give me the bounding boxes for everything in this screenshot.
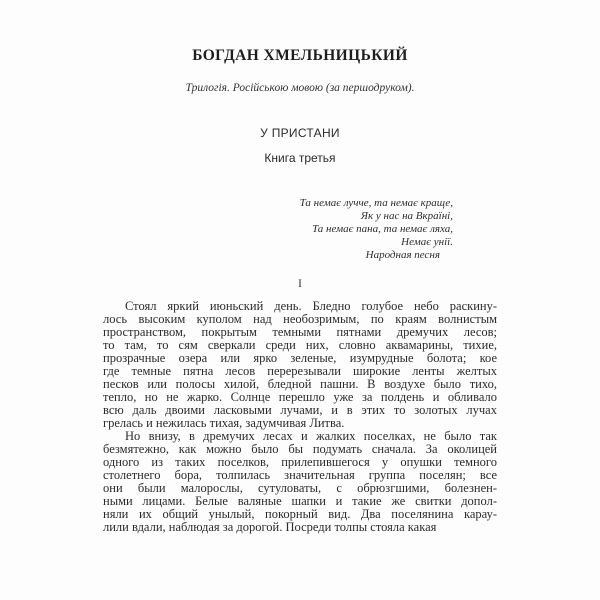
epigraph-line: Та немає лучче, та немає краще, [299,197,453,209]
body-line: ными лицами. Белые валяные шапки и такие же свитки допол- [103,494,497,508]
epigraph-line: Як у нас на Вкраїні, [360,209,453,222]
body-line: одного из таких поселков, прилепившегося у опушки темного [103,455,497,469]
book-subtitle: Трилогія. Російською мовою (за першодруком). [185,82,415,94]
body-text [103,300,497,534]
body-line: тепло, но не жарко. Солнце перешло уже за полдень и обливало [103,390,497,404]
body-line: няли их общий унылый, покорный вид. Два поселянина карау- [103,507,497,521]
body-line: песков или полосы хилой, бледной пашни. В воздухе было тихо, [103,377,497,391]
epigraph [300,197,453,262]
epigraph-line: Немає унії. [401,235,453,248]
epigraph-lines [300,197,453,249]
body-line: безмятежно, как можно было бы подумать сначала. За околицей [103,442,497,456]
epigraph-attribution: Народная песня [365,248,440,261]
body-line: то там, то сям сверкали среди них, словно аквамарины, тихие, [103,338,497,352]
book-title: БОГДАН ХМЕЛЬНИЦЬКИЙ [192,47,408,64]
body-line: пространством, покрытым темными пятнами дремучих лесов; [103,325,497,339]
body-line: лили вдали, наблюдая за дорогой. Посреди толпы стояла какая [103,520,437,534]
book-number: Книга третья [264,151,336,165]
body-line: где темные пятна лесов перерезывали широкие ленты желтых [103,364,497,378]
paragraph [103,300,497,430]
body-line: прозрачные озера или ярко зеленые, изумрудные болота; кое [103,351,497,365]
epigraph-line: Та немає пана, та немає ляха, [312,222,453,235]
part-title: У ПРИСТАНИ [260,126,340,140]
paragraph [103,430,497,534]
body-line: Стоял яркий июньский день. Бледно голубое небо раскину- [125,299,497,313]
body-line: всю даль двоими ласковыми лучами, и в этих то золотых лучах [103,403,497,417]
body-line: Но внизу, в дремучих лесах и жалких поселках, не было так [125,429,497,443]
body-line: они были малорослы, сутуловаты, с обрюзгшими, болезнен- [103,481,497,495]
body-line: грелась и нежилась тихая, задумчивая Литва. [103,416,345,430]
body-line: столетнего бора, толпилась значительная группа поселян; все [103,468,497,482]
body-line: лось высоким куполом над необозримым, по краям волнистым [103,312,497,326]
chapter-number: I [298,276,302,290]
